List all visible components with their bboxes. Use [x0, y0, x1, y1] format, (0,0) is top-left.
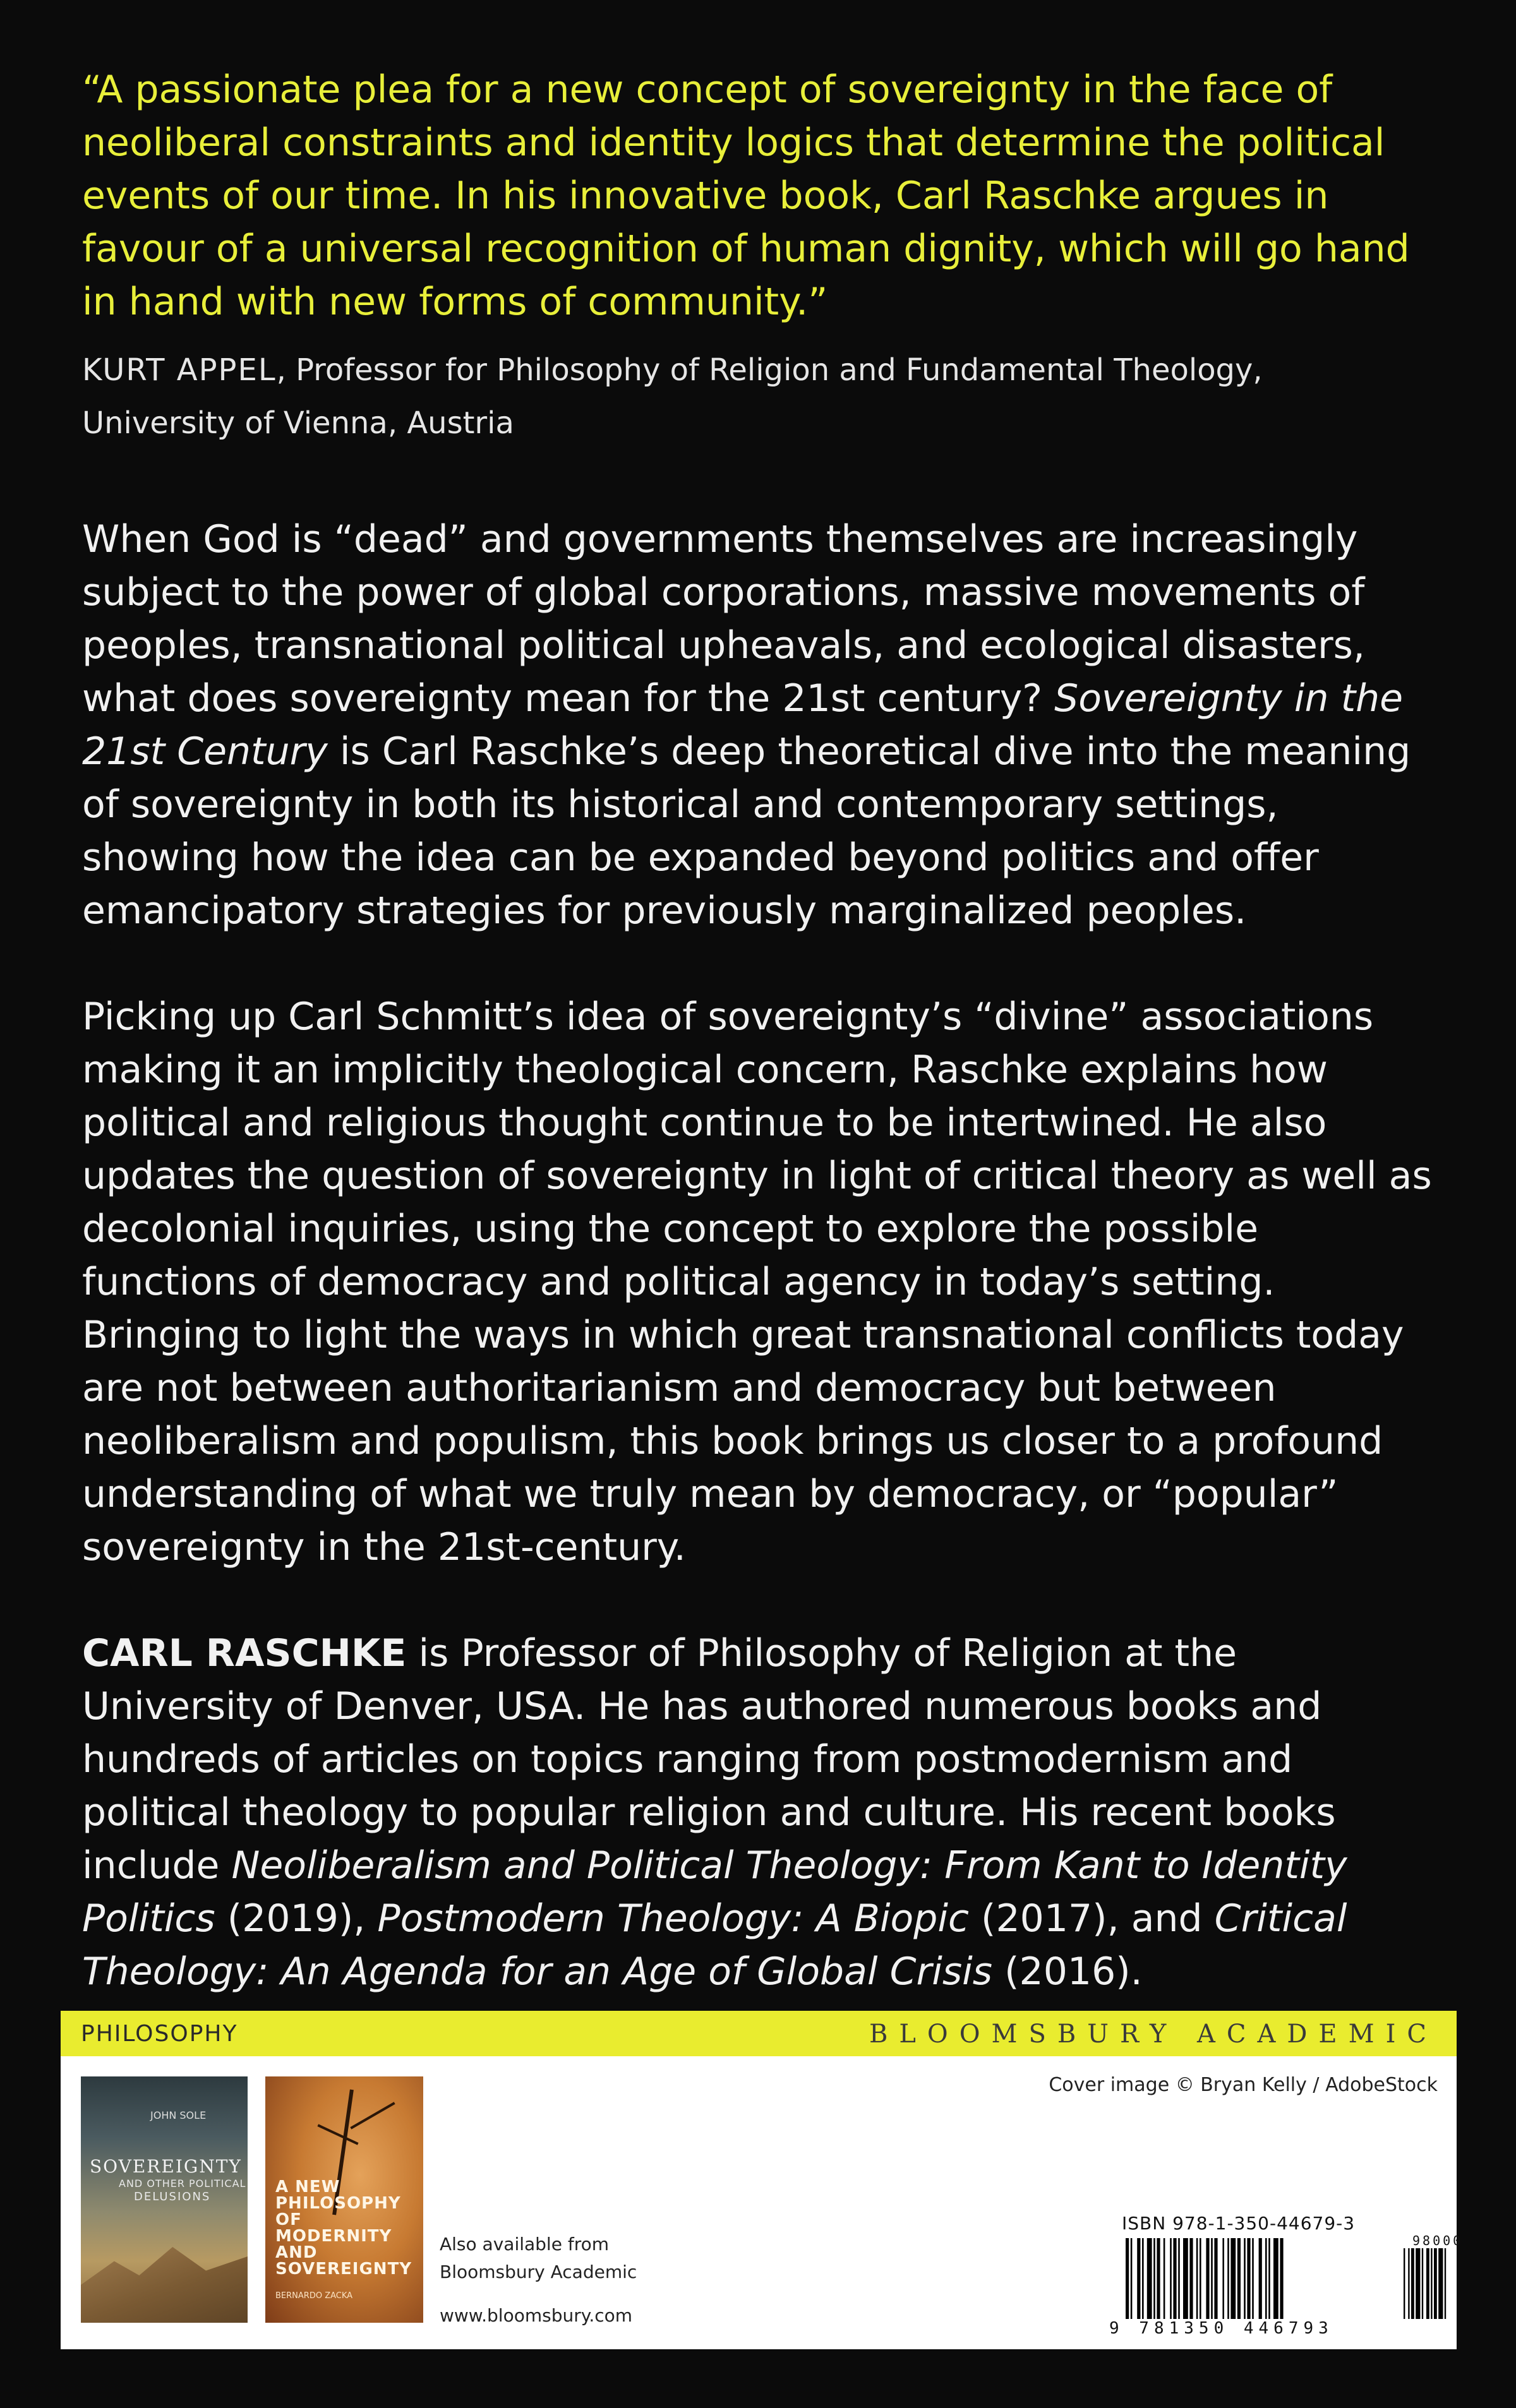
barcode-bar	[1259, 2238, 1262, 2319]
description-text: When God is “dead” and governments themselves are increasingly subject to the power of global corporations, massive movements of peoples, transnational political upheavals, and ecological disasters, what does sovereignty mean for the 21st century?	[82, 517, 1365, 721]
related-book-title: SOVEREIGNTY	[90, 2156, 242, 2177]
barcode-bar	[1157, 2238, 1160, 2319]
book-title: Sovereignty in the 21st Century	[82, 676, 1404, 774]
barcode-addon-bar	[1416, 2248, 1420, 2319]
barcode-addon-bar	[1431, 2248, 1432, 2319]
barcode-bar	[1273, 2238, 1278, 2319]
barcode-addon-bar	[1445, 2248, 1446, 2319]
barcode-bar	[1173, 2238, 1176, 2319]
description-paragraph-2: Picking up Carl Schmitt’s idea of sovereignty’s “divine” associations making it an implicitly theological concern, Raschke explains how political and religious thought continue to be intertwined. He also updates the question of sovereignty in light of critical theory as well as decolonial inquiries, using the concept to explore the possible functions of democracy and political agency in today’s setting. Bringing to light the ways in which great transnational conflicts today are not between authoritarianism and democracy but between neoliberalism and populism, this book brings us closer to a profound understanding of what we truly mean by democracy, or “popular” sovereignty in the 21st-century.	[82, 995, 1432, 1569]
author-name: CARL RASCHKE	[82, 1631, 407, 1675]
barcode-addon-bar	[1404, 2248, 1405, 2319]
barcode-bar	[1189, 2238, 1193, 2319]
related-book-subtitle: AND OTHER POLITICAL	[119, 2177, 246, 2189]
barcode-addon-bar	[1411, 2248, 1414, 2319]
endorsement-attribution	[82, 344, 1434, 450]
endorser-title: , Professor for Philosophy of Religion and Fundamental Theology,	[276, 352, 1263, 388]
publisher-url[interactable]: www.bloomsbury.com	[440, 2305, 633, 2326]
barcode-bar	[1170, 2238, 1172, 2319]
bio-text: is Professor of Philosophy of Religion at the University of Denver, USA. He has authored numerous books and hundreds of articles on topics ranging from postmodernism and political theology to popular religion and culture. His recent books include	[82, 1631, 1336, 1888]
barcode-bar	[1183, 2238, 1188, 2319]
barcode-bar	[1252, 2238, 1254, 2319]
barcode-bar	[1244, 2238, 1246, 2319]
barcode-addon-bar	[1422, 2248, 1423, 2319]
endorser-affiliation: University of Vienna, Austria	[82, 405, 514, 441]
barcode-bar	[1137, 2238, 1140, 2319]
barcode-icon	[1126, 2238, 1454, 2319]
bio-text: (2017), and	[968, 1896, 1215, 1941]
barcode-addon-bar	[1426, 2248, 1429, 2319]
also-available-line: Also available from	[440, 2234, 609, 2255]
recent-book-2: Postmodern Theology: A Biopic	[377, 1896, 969, 1941]
barcode-bar	[1247, 2238, 1250, 2319]
barcode-addon-bar	[1438, 2248, 1443, 2319]
barcode-bar	[1131, 2238, 1133, 2319]
barcode-bar	[1200, 2238, 1201, 2319]
endorser-name: KURT APPEL	[82, 352, 277, 388]
barcode-bar	[1142, 2238, 1144, 2319]
barcode-addon-bar	[1408, 2248, 1409, 2319]
landscape-image	[81, 2228, 248, 2323]
barcode-bar	[1178, 2238, 1180, 2319]
barcode-bar	[1280, 2238, 1283, 2319]
barcode-digits: 9 781350 446793	[1109, 2319, 1333, 2338]
barcode-addon-digits: 98000	[1412, 2233, 1464, 2248]
description-text: is Carl Raschke’s deep theoretical dive into the meaning of sovereignty in both its historical and contemporary settings, showing how the idea can be expanded beyond politics and offer emancipatory strategies for previously marginalized peoples.	[82, 729, 1411, 933]
description-paragraph-1	[82, 513, 1434, 937]
related-book-author: JOHN SOLE	[150, 2109, 207, 2121]
barcode-bar	[1227, 2238, 1229, 2319]
also-available	[440, 2231, 637, 2286]
recent-book-1: Neoliberalism and Political Theology: From Kant to Identity Politics	[82, 1843, 1347, 1941]
publisher-panel	[61, 2011, 1464, 2349]
barcode-bar	[1265, 2238, 1267, 2319]
back-cover-text	[82, 63, 1434, 1998]
also-available-line: Bloomsbury Academic	[440, 2261, 637, 2282]
barcode-bar	[1206, 2238, 1209, 2319]
barcode-addon-bar	[1434, 2248, 1437, 2319]
bio-text: (2019),	[215, 1896, 378, 1941]
bio-text: (2016).	[992, 1950, 1143, 1994]
barcode-bar	[1196, 2238, 1198, 2319]
barcode-bar	[1214, 2238, 1217, 2319]
isbn-label: ISBN 978-1-350-44679-3	[1122, 2213, 1356, 2234]
barcode-bar	[1153, 2238, 1155, 2319]
publisher-name: BLOOMSBURY ACADEMIC	[869, 2020, 1438, 2049]
barcode-bar	[1164, 2238, 1165, 2319]
barcode-bar	[1147, 2238, 1152, 2319]
related-book-cover-1	[81, 2076, 248, 2323]
endorsement-quote: “A passionate plea for a new concept of sovereignty in the face of neoliberal constraints and identity logics that determine the political events of our time. In his innovative book, Carl Raschke argues in favour of a universal recognition of human dignity, which will go hand in hand with new forms of community.”	[82, 68, 1410, 324]
related-book-title: A NEW PHILOSOPHY OF MODERNITY AND SOVEREIGNTY	[275, 2177, 412, 2279]
barcode-bar	[1230, 2238, 1236, 2319]
related-book-author: BERNARDO ZACKA	[275, 2291, 353, 2301]
barcode-bar	[1268, 2238, 1270, 2319]
tree-branch	[350, 2102, 395, 2129]
recent-book-3: Critical Theology: An Agenda for an Age of Global Crisis	[82, 1896, 1347, 1994]
author-bio	[82, 1627, 1434, 1998]
related-book-subtitle: DELUSIONS	[134, 2190, 211, 2203]
barcode-bar	[1237, 2238, 1241, 2319]
cover-credit: Cover image © Bryan Kelly / AdobeStock	[1049, 2074, 1438, 2096]
category-label: PHILOSOPHY	[81, 2021, 238, 2047]
category-bar	[61, 2011, 1457, 2056]
related-book-cover-2	[265, 2076, 423, 2323]
barcode-bar	[1211, 2238, 1213, 2319]
barcode-bar	[1222, 2238, 1224, 2319]
barcode-bar	[1126, 2238, 1129, 2319]
